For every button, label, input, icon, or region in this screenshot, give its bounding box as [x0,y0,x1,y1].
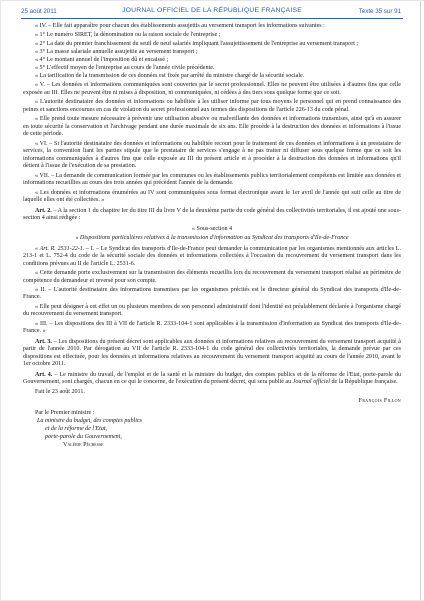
article-label: Art. 4. [35,371,53,378]
paragraph-text: « Les données et informations énumérées au IV sont communiquées sous format électronique avant le 1er avril de l'année qui suit celle au titre de laquelle elles ont été collectées. » [23,189,401,204]
page-reference: Texte 35 sur 91 [358,8,401,15]
body-paragraph [23,141,401,171]
body-paragraph [23,190,401,205]
paragraph-text: « La tarification de la transmission de ces données est fixée par arrêté du ministre chargé de la sécurité sociale. [35,72,305,79]
minister-name: Valérie Pécresse [63,442,104,449]
publication-date: 25 août 2011 [21,8,57,15]
article-reference: « Art. R. 2531-22-1. [35,245,85,252]
body-paragraph [23,304,401,319]
subsection-heading [23,226,401,233]
paragraph-text: « V. – Les données et informations communiquées sont couvertes par le secret professionnel. Elles ne peuvent être utilisées à d'autres fins que celle exposée au III. Elles ne peuvent être ni mises à disposition, ni communiquées, ni cédées à des tiers sous quelque forme que ce soit. [23,82,401,96]
body-paragraph [23,321,401,336]
journal-name: Journal officiel [292,379,330,386]
paragraph-text: « II. – L'autorité destinataire des informations transmises par les organismes précités est le directeur général du Syndicat des transports d'Ile-de-France. [23,286,401,301]
paragraph-text: « 2° La date du premier franchissement du seuil de neuf salariés impliquant l'assujettissement de l'entreprise au versement transport ; [35,40,359,47]
body-paragraph [23,287,401,302]
list-item [23,65,401,72]
subsection-title [23,235,401,242]
page-header [0,0,424,22]
article-label: Art. 2. [35,207,52,214]
article-paragraph [23,372,401,387]
paragraph-text: « Dispositions particulières relatives à la transmission d'information au Syndicat des transports d'Ile-de-France [75,235,349,242]
paragraph-text: – Les dispositions du présent décret sont applicables aux données et informations relatives au recouvrement du versement transport acquitté à partir de l'année 2010. Par dérogation au VII de l'article R. 2333-104-1 du code général des collectivités territoriales, la demande prévue par ces dispositions est effectuée, pour les données et informations relatives au recouvrement du versement transport acquitté au cours de l'année 2010, avant le 1er octobre 2011. [23,338,401,368]
body-paragraph [23,99,401,114]
body-paragraph [23,73,401,80]
paragraph-text: « Elle peut désigner à cet effet un ou plusieurs membres de son personnel administratif dont l'identité est préalablement déclarée à l'organisme chargé du recouvrement du versement transport. [23,303,401,318]
list-item [23,41,401,48]
paragraph-text: « VII. – La demande de communication formée par les communes ou les établissements publics territorialement compétents est limitée aux données et informations recueillies au cours des trois années qui précèdent l'année de la demande. [23,172,401,187]
minister-title-line: porte-parole du Gouvernement, [45,434,122,441]
paragraph-text: – I. – Le Syndicat des transports d'Ile-de-France peut demander la communication par les organismes mentionnés aux articles L. 213-1 et L. 752-4 du code de la sécurité sociale des données et informations collectées à l'occasion du recouvrement du versement transport dans les conditions prévues au II de l'article L. 2531-6. [23,245,401,267]
article-paragraph [23,208,401,223]
signature-date: Fait le 23 août 2011. [35,388,85,395]
body-paragraph [23,270,401,285]
paragraph-text: « III. – Les dispositions des III à VII de l'article R. 2333-104-1 sont applicables à la transmission d'information au Syndicat des transports d'Ile-de-France. » [23,320,401,335]
body-paragraph [23,173,401,188]
paragraph-text: « 3° La masse salariale annuelle assujettie au versement transport ; [35,48,198,55]
minister-title-line: et de la réforme de l'Etat, [45,426,108,433]
header-rule [21,18,403,19]
paragraph-text: « L'autorité destinataire des données et informations ou habilitée à les utiliser informe par tous moyens le personnel qui en prend connaissance des peines et sanctions encourues en cas de violation du secret professionnel aux termes des dispositions de l'article 226-13 du code pénal. [23,99,401,113]
article-paragraph [23,339,401,369]
paragraph-text: « 5° L'effectif moyen de l'entreprise au cours de l'année civile précédente. [35,64,215,71]
paragraph-text: « Cette demande porte exclusivement sur la transmission des éléments recueillis lors du recouvrement du versement transport réalisé au périmètre de compétence du demandeur et reversé pour son compte. [23,270,401,284]
paragraph-text: « 1° Le numéro SIRET, la dénomination ou la raison sociale de l'entreprise ; [35,32,221,39]
paragraph-text: « Sous-section 4 [191,225,233,232]
list-item [23,49,401,56]
body-paragraph [23,23,401,30]
paragraph-text: « IV. – Elle fait apparaître pour chacun des établissements assujettis au versement transport les informations suivantes : [35,23,325,29]
paragraph-text: « Elle prend toute mesure nécessaire à prévenir une utilisation abusive ou malveillante des données et informations transmises, ainsi qu'à en assurer en toute sécurité la conservation et l'archivage pendant une durée maximale de six ans. Elle procède à la destruction des données et informations à l'issue de cette période. [23,116,401,138]
document-body [23,23,401,452]
paragraph-text: « VI. – Si l'autorité destinataire des données et informations ou habilitée recourt pour le traitement de ces données et informations à un prestataire de services, la convention liant les parties stipule que le prestataire de services s'engage à ne pas traiter ni diffuser sous quelque forme que ce soit les informations communiquées à d'autres fins que celle exposée au III du présent article et à procéder à la destruction des données et informations qu'il détient à l'issue de l'exécution de sa prestation. [23,140,401,170]
prime-minister-name: François Fillon [358,398,401,405]
paragraph-text: – Le ministre du travail, de l'emploi et de la santé et la ministre du budget, des comptes publics et de la réforme de l'Etat, porte-parole du Gouvernement, sont chargés, chacun en ce qui le concerne, de l'exécution du présent décret, qui sera publié au [23,371,401,386]
body-paragraph [23,82,401,97]
paragraph-tail: de la République française. [329,379,398,386]
list-item [23,57,401,64]
list-item [23,32,401,39]
journal-title: JOURNAL OFFICIEL DE LA RÉPUBLIQUE FRANÇAISE [122,7,302,14]
article-label: Art. 3. [35,338,52,345]
by-prime-minister: Par le Premier ministre : [35,409,95,416]
minister-title-line: La ministre du budget, des comptes publics [37,418,142,425]
right-margin-rule [420,0,421,600]
body-paragraph [23,246,401,268]
paragraph-text: – A la section 1 du chapitre Ier du titre III du livre V de la deuxième partie du code général des collectivités territoriales, il est ajouté une sous-section 4 ainsi rédigée : [23,207,401,222]
body-paragraph [23,116,401,138]
paragraph-text: « 4° Le montant annuel de l'imposition dû et encaissé ; [35,56,169,63]
